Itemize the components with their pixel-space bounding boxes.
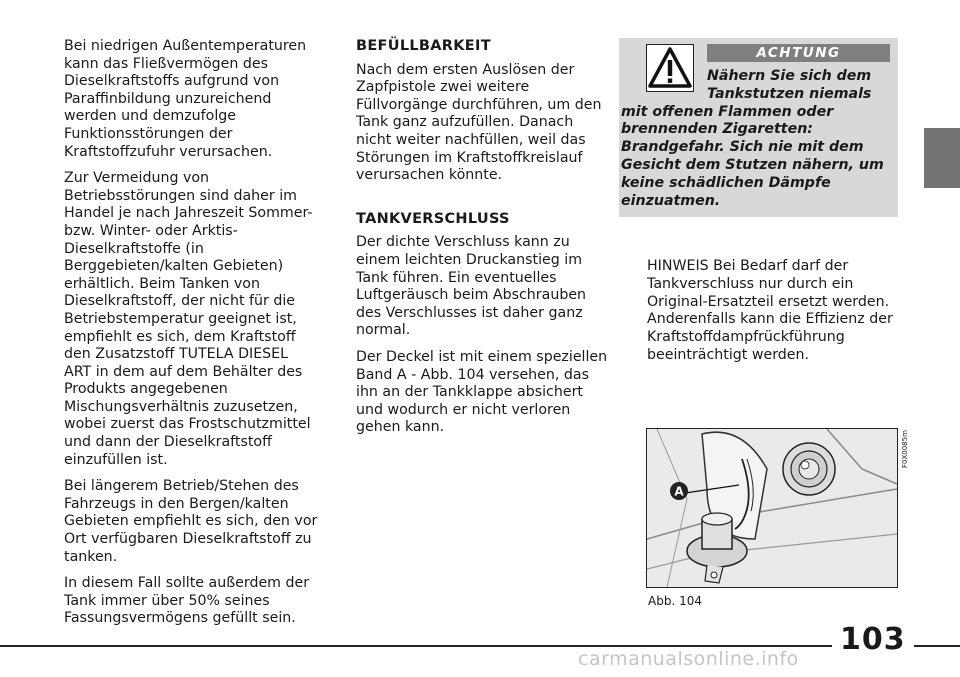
fuel-cap-illustration bbox=[646, 428, 898, 588]
paragraph: Der Deckel ist mit einem speziellen Band A - Abb. 104 versehen, das ihn an der Tankklappe absichert und wodurch er nicht verloren gehen kann. bbox=[356, 348, 608, 436]
paragraph: Der dichte Verschluss kann zu einem leichten Druckanstieg im Tank führen. Ein eventuelles Luftgeräusch beim Abschrauben des Verschlusses ist daher ganz normal. bbox=[356, 234, 587, 339]
page-number: 103 bbox=[832, 622, 914, 658]
paragraph: In diesem Fall sollte außerdem der Tank immer über 50% seines Fassungsvermögens gefüllt sein. bbox=[64, 575, 310, 627]
figure-code bbox=[899, 428, 909, 468]
warning-text-block bbox=[621, 68, 895, 210]
figure-label-a: A bbox=[674, 484, 684, 499]
warning-text: Nähern Sie sich dem Tankstutzen niemals mit offenen Flammen oder brennenden Zigaretten: Brandgefahr. Sich nie mit dem Gesicht dem Stutzen nähern, um keine schädlichen Dämpfe einzuatmen. bbox=[621, 68, 884, 209]
chapter-tab bbox=[924, 128, 960, 188]
paragraph: Zur Vermeidung von Betriebsstörungen sind daher im Handel je nach Jahreszeit Sommer- bzw. Winter- oder Arktis-Dieselkraftstoffe (in Berggebieten/kalten Gebieten) erhältlich. Beim Tanken von Dieselkraftstoff, der nicht für die Betriebstemperatur geeignet ist, empfiehlt es sich, dem Kraftstoff den Zusatzstoff TUTELA DIESEL ART in dem auf dem Behälter des Produkts angegebenen Mischungsverhältnis zuzusetzen, wobei zuerst das Frostschutzmittel und dann der Dieselkraftstoff einzufüllen ist. bbox=[64, 170, 313, 468]
paragraph: Bei niedrigen Außentemperaturen kann das Fließvermögen des Dieselkraftstoffs aufgrund von Paraffinbildung unzureichend werden und demzufolge Funktionsstörungen der Kraftstoffzufuhr verursachen. bbox=[64, 38, 307, 160]
section-heading: TANKVERSCHLUSS bbox=[356, 210, 510, 227]
text-column-middle bbox=[356, 38, 612, 446]
footer-rule bbox=[0, 645, 960, 647]
warning-box bbox=[619, 38, 898, 217]
paragraph: Bei längerem Betrieb/Stehen des Fahrzeugs in den Bergen/kalten Gebieten empfiehlt es sich, den vor Ort verfügbaren Dieselkraftstoff zu tanken. bbox=[64, 478, 318, 565]
text-column-left bbox=[64, 38, 318, 637]
section-heading: BEFÜLLBARKEIT bbox=[356, 38, 491, 54]
watermark: carmanualsonline.info bbox=[578, 648, 799, 670]
paragraph: Nach dem ersten Auslösen der Zapfpistole zwei weitere Füllvorgänge durchführen, um den Tank ganz aufzufüllen. Danach nicht weiter nachfüllen, weil das Störungen im Kraftstoffkreislauf verursachen könnte. bbox=[356, 61, 602, 184]
figure-code-text: F0X0085m bbox=[901, 430, 909, 468]
note-paragraph: HINWEIS Bei Bedarf darf der Tankverschluss nur durch ein Original-Ersatzteil ersetzt werden. Anderenfalls kann die Effizienz der Kraftstoffdampfrückführung beeinträchtigt werden. bbox=[647, 258, 893, 363]
warning-title: ACHTUNG bbox=[707, 44, 890, 62]
figure-caption: Abb. 104 bbox=[648, 594, 702, 608]
